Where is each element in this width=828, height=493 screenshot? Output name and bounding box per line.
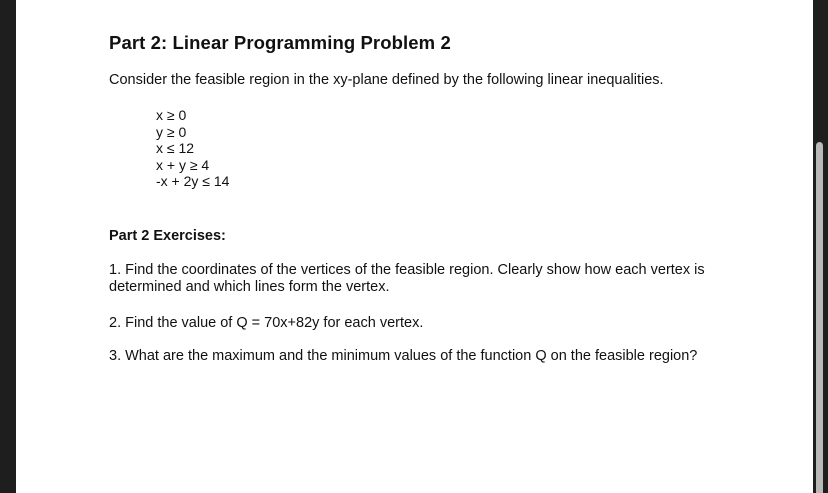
intro-paragraph: Consider the feasible region in the xy-plane defined by the following linear inequalities. (109, 72, 664, 88)
exercise-item: 1. Find the coordinates of the vertices of the feasible region. Clearly show how each vertex is determined and which lines form the vertex. (109, 262, 705, 295)
document-page (16, 0, 813, 493)
exercise-item: 2. Find the value of Q = 70x+82y for each vertex. (109, 315, 424, 331)
inequality-list (156, 107, 229, 190)
inequality-item: x + y ≥ 4 (156, 156, 210, 173)
exercise-item: 3. What are the maximum and the minimum values of the function Q on the feasible region? (109, 348, 698, 364)
scrollbar-thumb[interactable] (816, 142, 823, 493)
exercises-heading: Part 2 Exercises: (109, 228, 226, 244)
inequality-item: x ≤ 12 (156, 140, 195, 156)
page-title: Part 2: Linear Programming Problem 2 (109, 32, 451, 53)
inequality-item: -x + 2y ≤ 14 (156, 173, 230, 189)
inequality-item: y ≥ 0 (156, 123, 187, 140)
inequality-item: x ≥ 0 (156, 107, 187, 123)
